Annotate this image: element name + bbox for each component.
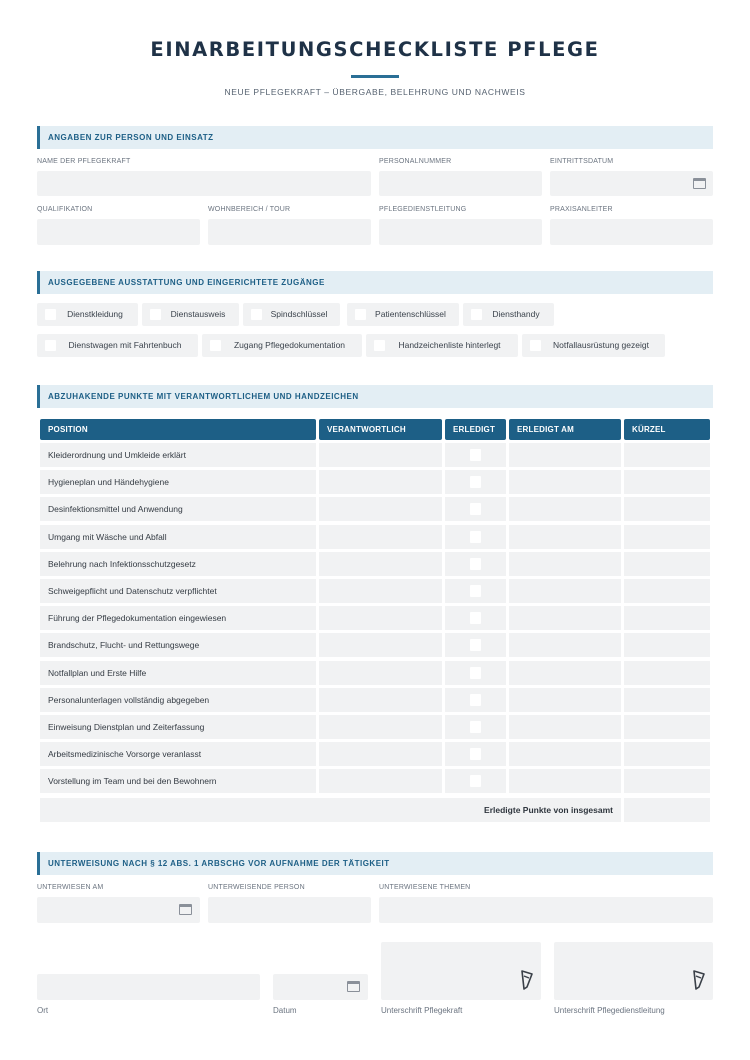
row-position-text: Notfallplan und Erste Hilfe xyxy=(40,661,316,685)
kuerzel-field[interactable] xyxy=(624,715,710,739)
erledigt-checkbox[interactable] xyxy=(470,503,481,515)
col-header-kuerzel: KÜRZEL xyxy=(624,419,710,440)
kuerzel-field[interactable] xyxy=(624,633,710,657)
erledigt-am-field[interactable] xyxy=(509,443,621,467)
unterweisende-person-field[interactable] xyxy=(208,897,371,923)
erledigt-checkbox[interactable] xyxy=(470,694,481,706)
verantwortlich-field[interactable] xyxy=(319,470,442,494)
table-row xyxy=(40,661,710,685)
col-header-position: POSITION xyxy=(40,419,316,440)
checkbox[interactable] xyxy=(45,309,56,320)
row-position-text: Führung der Pflegedokumentation eingewiesen xyxy=(40,606,316,630)
label-unterweisende-person: UNTERWEISENDE PERSON xyxy=(208,884,305,891)
calendar-icon[interactable] xyxy=(347,981,360,992)
kuerzel-field[interactable] xyxy=(624,497,710,521)
erledigt-am-field[interactable] xyxy=(509,769,621,793)
pen-icon xyxy=(692,970,706,990)
verantwortlich-field[interactable] xyxy=(319,497,442,521)
row-position-text: Desinfektionsmittel und Anwendung xyxy=(40,497,316,521)
name-field[interactable] xyxy=(37,171,371,196)
equipment-checkbox[interactable]: Spindschlüssel xyxy=(243,303,340,326)
verantwortlich-field[interactable] xyxy=(319,688,442,712)
label-eintrittsdatum: EINTRITTSDATUM xyxy=(550,158,614,165)
erledigt-cell xyxy=(445,769,506,793)
erledigt-cell xyxy=(445,443,506,467)
kuerzel-field[interactable] xyxy=(624,579,710,603)
table-row xyxy=(40,633,710,657)
erledigt-cell xyxy=(445,633,506,657)
row-position-text: Brandschutz, Flucht- und Rettungswege xyxy=(40,633,316,657)
equipment-checkbox[interactable]: Dienstwagen mit Fahrtenbuch xyxy=(37,334,198,357)
kuerzel-field[interactable] xyxy=(624,443,710,467)
kuerzel-field[interactable] xyxy=(624,525,710,549)
erledigt-cell xyxy=(445,715,506,739)
equipment-checkbox[interactable]: Dienstausweis xyxy=(142,303,239,326)
checkbox[interactable] xyxy=(150,309,161,320)
checkbox[interactable] xyxy=(251,309,262,320)
checkbox[interactable] xyxy=(45,340,56,351)
label-signature-pflegekraft: Unterschrift Pflegekraft xyxy=(381,1006,463,1015)
table-row xyxy=(40,715,710,739)
kuerzel-field[interactable] xyxy=(624,606,710,630)
row-position-text: Belehrung nach Infektionsschutzgesetz xyxy=(40,552,316,576)
pen-icon xyxy=(520,970,534,990)
checkbox[interactable] xyxy=(210,340,221,351)
erledigt-am-field[interactable] xyxy=(509,715,621,739)
equipment-checkbox[interactable]: Patientenschlüssel xyxy=(347,303,459,326)
col-header-erledigt: ERLEDIGT xyxy=(445,419,506,440)
signature-pflegekraft-field[interactable] xyxy=(381,942,541,1000)
equipment-checkbox[interactable]: Diensthandy xyxy=(463,303,554,326)
page-title: EINARBEITUNGSCHECKLISTE PFLEGE xyxy=(150,38,600,61)
table-row xyxy=(40,552,710,576)
table-row xyxy=(40,525,710,549)
checkbox[interactable] xyxy=(471,309,482,320)
label-unterwiesen-am: UNTERWIESEN AM xyxy=(37,884,104,891)
praxisanleiter-field[interactable] xyxy=(550,219,713,245)
erledigt-checkbox[interactable] xyxy=(470,667,481,679)
checkbox[interactable] xyxy=(355,309,366,320)
verantwortlich-field[interactable] xyxy=(319,525,442,549)
equipment-checkbox[interactable]: Handzeichenliste hinterlegt xyxy=(366,334,518,357)
erledigt-am-field[interactable] xyxy=(509,661,621,685)
kuerzel-field[interactable] xyxy=(624,661,710,685)
pflegedienstleitung-field[interactable] xyxy=(379,219,542,245)
erledigt-cell xyxy=(445,688,506,712)
personalnummer-field[interactable] xyxy=(379,171,542,196)
row-position-text: Umgang mit Wäsche und Abfall xyxy=(40,525,316,549)
erledigt-am-field[interactable] xyxy=(509,633,621,657)
erledigt-cell xyxy=(445,606,506,630)
erledigt-checkbox[interactable] xyxy=(470,748,481,760)
table-row xyxy=(40,470,710,494)
erledigt-am-field[interactable] xyxy=(509,497,621,521)
row-position-text: Vorstellung im Team und bei den Bewohnern xyxy=(40,769,316,793)
label-ort: Ort xyxy=(37,1006,49,1015)
erledigt-cell xyxy=(445,470,506,494)
label-name: NAME DER PFLEGEKRAFT xyxy=(37,158,131,165)
verantwortlich-field[interactable] xyxy=(319,742,442,766)
table-row xyxy=(40,688,710,712)
qualifikation-field[interactable] xyxy=(37,219,200,245)
kuerzel-field[interactable] xyxy=(624,688,710,712)
section-instruction-heading: UNTERWEISUNG NACH § 12 ABS. 1 ARBSCHG VOR AUFNAHME DER TÄTIGKEIT xyxy=(37,852,713,875)
verantwortlich-field[interactable] xyxy=(319,443,442,467)
checkbox[interactable] xyxy=(530,340,541,351)
erledigt-cell xyxy=(445,525,506,549)
erledigt-checkbox[interactable] xyxy=(470,531,481,543)
erledigt-checkbox[interactable] xyxy=(470,721,481,733)
erledigt-cell xyxy=(445,552,506,576)
erledigt-checkbox[interactable] xyxy=(470,585,481,597)
table-row xyxy=(40,443,710,467)
title-divider xyxy=(351,75,399,78)
erledigt-cell xyxy=(445,661,506,685)
erledigt-checkbox[interactable] xyxy=(470,558,481,570)
kuerzel-field[interactable] xyxy=(624,552,710,576)
col-header-verantwortlich: VERANTWORTLICH xyxy=(319,419,442,440)
signature-pdl-field[interactable] xyxy=(554,942,713,1000)
erledigt-am-field[interactable] xyxy=(509,742,621,766)
verantwortlich-field[interactable] xyxy=(319,661,442,685)
equipment-checkbox[interactable]: Notfallausrüstung gezeigt xyxy=(522,334,665,357)
erledigt-am-field[interactable] xyxy=(509,525,621,549)
row-position-text: Arbeitsmedizinische Vorsorge veranlasst xyxy=(40,742,316,766)
eintrittsdatum-field[interactable] xyxy=(550,171,713,196)
label-pflegedienstleitung: PFLEGEDIENSTLEITUNG xyxy=(379,206,467,213)
kuerzel-field[interactable] xyxy=(624,742,710,766)
row-position-text: Einweisung Dienstplan und Zeiterfassung xyxy=(40,715,316,739)
section-equipment-heading: AUSGEGEBENE AUSSTATTUNG UND EINGERICHTETE ZUGÄNGE xyxy=(37,271,713,294)
unterwiesen-am-field[interactable] xyxy=(37,897,200,923)
total-field[interactable] xyxy=(624,798,710,822)
col-header-erledigt-am: ERLEDIGT AM xyxy=(509,419,621,440)
verantwortlich-field[interactable] xyxy=(319,633,442,657)
erledigt-checkbox[interactable] xyxy=(470,476,481,488)
table-row xyxy=(40,497,710,521)
unterwiesene-themen-field[interactable] xyxy=(379,897,713,923)
table-row xyxy=(40,606,710,630)
kuerzel-field[interactable] xyxy=(624,470,710,494)
label-wohnbereich: WOHNBEREICH / TOUR xyxy=(208,206,291,213)
total-label: Erledigte Punkte von insgesamt xyxy=(40,798,621,822)
section-tasks-heading: ABZUHAKENDE PUNKTE MIT VERANTWORTLICHEM UND HANDZEICHEN xyxy=(37,385,713,408)
verantwortlich-field[interactable] xyxy=(319,552,442,576)
verantwortlich-field[interactable] xyxy=(319,606,442,630)
row-position-text: Hygieneplan und Händehygiene xyxy=(40,470,316,494)
section-person-heading: ANGABEN ZUR PERSON UND EINSATZ xyxy=(37,126,713,149)
checkbox[interactable] xyxy=(374,340,385,351)
equipment-checkbox[interactable]: Dienstkleidung xyxy=(37,303,138,326)
table-row xyxy=(40,742,710,766)
calendar-icon[interactable] xyxy=(693,178,706,189)
verantwortlich-field[interactable] xyxy=(319,769,442,793)
erledigt-am-field[interactable] xyxy=(509,470,621,494)
calendar-icon[interactable] xyxy=(179,904,192,915)
row-position-text: Personalunterlagen vollständig abgegeben xyxy=(40,688,316,712)
verantwortlich-field[interactable] xyxy=(319,715,442,739)
erledigt-checkbox[interactable] xyxy=(470,775,481,787)
label-unterwiesene-themen: UNTERWIESENE THEMEN xyxy=(379,884,471,891)
label-qualifikation: QUALIFIKATION xyxy=(37,206,93,213)
erledigt-checkbox[interactable] xyxy=(470,449,481,461)
verantwortlich-field[interactable] xyxy=(319,579,442,603)
ort-field[interactable] xyxy=(37,974,260,1000)
erledigt-am-field[interactable] xyxy=(509,579,621,603)
erledigt-cell xyxy=(445,742,506,766)
datum-field[interactable] xyxy=(273,974,368,1000)
erledigt-am-field[interactable] xyxy=(509,688,621,712)
label-datum: Datum xyxy=(273,1006,297,1015)
equipment-checkbox[interactable]: Zugang Pflegedokumentation xyxy=(202,334,362,357)
table-row xyxy=(40,579,710,603)
table-row xyxy=(40,769,710,793)
erledigt-am-field[interactable] xyxy=(509,606,621,630)
erledigt-checkbox[interactable] xyxy=(470,639,481,651)
erledigt-am-field[interactable] xyxy=(509,552,621,576)
label-signature-pdl: Unterschrift Pflegedienstleitung xyxy=(554,1006,665,1015)
row-position-text: Schweigepflicht und Datenschutz verpflichtet xyxy=(40,579,316,603)
page-subtitle: NEUE PFLEGEKRAFT – ÜBERGABE, BELEHRUNG UND NACHWEIS xyxy=(224,87,526,97)
label-personalnummer: PERSONALNUMMER xyxy=(379,158,452,165)
erledigt-cell xyxy=(445,497,506,521)
label-praxisanleiter: PRAXISANLEITER xyxy=(550,206,613,213)
kuerzel-field[interactable] xyxy=(624,769,710,793)
wohnbereich-field[interactable] xyxy=(208,219,371,245)
row-position-text: Kleiderordnung und Umkleide erklärt xyxy=(40,443,316,467)
erledigt-checkbox[interactable] xyxy=(470,612,481,624)
erledigt-cell xyxy=(445,579,506,603)
